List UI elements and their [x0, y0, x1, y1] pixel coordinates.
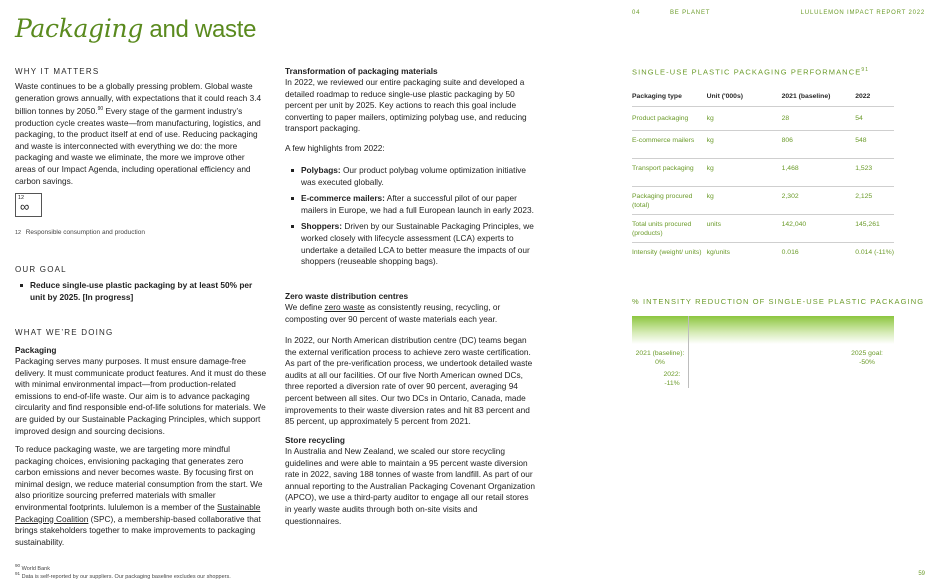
why-heading: WHY IT MATTERS — [15, 67, 100, 76]
zero-waste-heading: Zero waste distribution centres — [285, 291, 409, 301]
sdg-number: 12 — [18, 195, 25, 201]
store-recycling-heading: Store recycling — [285, 435, 345, 445]
why-text-1: Waste continues to be a globally pressing problem. Global waste generation grows annually, with expectations that it could reach 3.4 billion tonnes by 2050. — [15, 81, 262, 116]
packaging-heading: Packaging — [15, 345, 57, 355]
highlight-text: Driven by our Sustainable Packaging Principles, we worked closely with lifecycle assessment (LCA) experts to undertake a detailed LCA to better measure the impacts of our shoppers (reuseable shopping bags). — [301, 221, 534, 267]
packaging-text-b: (SPC), a membership-based collaborative that brings stakeholders together to make improvements to packaging sustainability. — [15, 513, 261, 547]
table-heading — [632, 67, 869, 77]
sdg-note-number: 12 — [15, 230, 22, 236]
table-footnote-ref: 91 — [861, 67, 870, 73]
table-cell: units — [707, 215, 782, 243]
page-number: 59 — [918, 571, 925, 577]
table-heading-text: SINGLE-USE PLASTIC PACKAGING PERFORMANCE — [632, 67, 862, 77]
packaging-paragraph-2 — [15, 444, 267, 548]
table-row — [632, 243, 894, 271]
table-cell: E-commerce mailers — [632, 131, 707, 159]
footnote-2-number: 91 — [15, 571, 21, 576]
spc-link[interactable]: Sustainable Packaging Coalition — [15, 501, 261, 524]
transform-paragraph: In 2022, we reviewed our entire packaging suite and developed a detailed roadmap to reduce single-use plastic packaging by 50 percent per unit by 2025. Key actions to reach this goal include converting to paper mailers, optimizing polybag use, and reducing transport packaging. — [285, 77, 527, 134]
label-2025-goal: 2025 goal: -50% — [851, 350, 883, 366]
table-header-row — [632, 86, 894, 107]
table-cell: 54 — [855, 107, 894, 131]
highlights-intro: A few highlights from 2022: — [285, 143, 385, 153]
table-cell: Packaging procured (total) — [632, 187, 707, 215]
table-row — [632, 187, 894, 215]
table-cell: Intensity (weight/ units) — [632, 249, 702, 256]
table-row — [632, 159, 894, 187]
footnote-1-number: 90 — [15, 563, 21, 568]
table-cell: kg — [707, 131, 782, 159]
goal-item: Reduce single-use plastic packaging by at least 50% per unit by 2025. [In progress] — [16, 280, 266, 303]
table-cell: Product packaging — [632, 107, 707, 131]
table-cell: Transport packaging — [632, 159, 707, 187]
table-row — [632, 215, 894, 243]
chapter-name: BE PLANET — [670, 10, 711, 16]
column-header: 2021 (baseline) — [782, 86, 856, 107]
table-cell: kg — [707, 187, 782, 215]
goal-list — [16, 280, 266, 303]
transform-heading: Transformation of packaging materials — [285, 66, 438, 76]
table-cell: 1,468 — [782, 159, 856, 187]
title-italic: Packaging — [15, 14, 144, 43]
table-cell: 28 — [782, 107, 856, 131]
highlight-label: E-commerce mailers: — [301, 193, 385, 204]
chapter-number: 04 — [632, 10, 641, 16]
highlights-list — [287, 165, 535, 268]
intensity-reduction-chart — [632, 316, 894, 388]
highlight-text: After a successful pilot of our paper mailers in Europe, we had a full European launch in early 2023. — [301, 193, 534, 215]
sdg-note-text: Responsible consumption and production — [25, 229, 145, 236]
highlight-label: Shoppers: — [301, 221, 343, 232]
goal-heading: OUR GOAL — [15, 265, 67, 274]
sdg-note — [15, 229, 145, 236]
highlight-polybags — [287, 165, 535, 188]
column-header: 2022 — [855, 86, 894, 107]
packaging-paragraph-1: Packaging serves many purposes. It must ensure damage-free delivery. It must communicate product features. And it must do these with minimal environmental impact—from production-related emissions to end-of-life waste. Our aim is to advance packaging circularity and find responsible end-of-life solutions for materials. We are guided by our Sustainable Packaging Principles, which support improved design and sourcing decisions. — [15, 356, 267, 436]
footnote-2 — [15, 571, 231, 580]
table-cell: kg — [707, 159, 782, 187]
zero-text-a: We define — [285, 302, 325, 312]
label-2022: 2022: -11% — [663, 371, 681, 387]
zero-waste-paragraph-1 — [285, 302, 535, 325]
why-footnote-ref: 90 — [97, 106, 104, 113]
packaging-text-a: To reduce packaging waste, we are targeting more mindful packaging choices, envisioning packaging that generates zero carbon emissions and never becomes waste. By focusing first on minimal design, we reduce material consumption from the start. We also prioritize sourcing preferred materials with smaller environmental footprints. lululemon is a member of the — [15, 444, 263, 512]
why-text-2: Every stage of the garment industry’s production cycle creates waste—from manufacturing, logistics, and packaging, to the product itself at end of use. Reducing packaging and waste is interconnected with everything we do: the more packaging and waste we eliminate, the more we improve other areas of our Impact Agenda, including operational efficiency and carbon savings. — [15, 105, 261, 186]
title-rest: and waste — [143, 16, 257, 43]
table-cell: 142,040 — [782, 215, 856, 243]
table-cell: 0.014 (-11%) — [855, 249, 894, 256]
table-cell: kg/units — [706, 249, 731, 256]
infinity-icon: ∞ — [20, 199, 30, 214]
page-title — [15, 14, 256, 44]
doing-heading: WHAT WE’RE DOING — [15, 328, 114, 337]
table-cell: 806 — [782, 131, 856, 159]
zero-waste-link[interactable]: zero waste — [324, 302, 365, 312]
zero-waste-paragraph-2: In 2022, our North American distribution centre (DC) teams began the external verification process to achieve zero waste certification. As part of the pre-verification process, we undertook detailed waste audits at all our facilities. Of our five North American owned DCs, three reported a diversion rate of over 90 percent, averaging 94 percent between all sites. Our two DCs in Ontario, Canada, made improvements to their waste diversion rates and hit 83 percent and 85 percent, up approximately 5 percent from 2021. — [285, 335, 533, 427]
footnote-2-text: Data is self-reported by our suppliers. Our packaging baseline excludes our shoppers. — [21, 573, 231, 580]
baseline-divider — [688, 316, 689, 388]
table-cell: 0.016 — [781, 249, 799, 256]
label-baseline: 2021 (baseline): 0% — [635, 350, 685, 366]
highlight-mailers — [287, 193, 535, 216]
highlight-label: Polybags: — [301, 165, 341, 175]
why-paragraph — [15, 81, 267, 187]
report-title: LULULEMON IMPACT REPORT 2022 — [800, 10, 925, 16]
column-header: Packaging type — [632, 86, 707, 107]
table-cell: 548 — [855, 131, 894, 159]
table-cell: 1,523 — [855, 159, 894, 187]
store-recycling-paragraph: In Australia and New Zealand, we scaled our store recycling guidelines and were able to maintain a 95 percent waste diversion rate in 2022, saving 188 tonnes of waste from landfill. As part of our annual reporting to the Australian Packaging Covenant Organization (APCO), we use a third-party auditor to engage all our retail stores in yearly waste audits through both on-site visits and questionnaires. — [285, 446, 535, 526]
table-cell: kg — [707, 107, 782, 131]
sdg-badge — [15, 193, 42, 217]
table-cell: 2,125 — [855, 187, 894, 215]
table-row — [632, 107, 894, 131]
zero-text-b: as consistently reusing, recycling, or composting over 90 percent of waste materials each year. — [285, 302, 501, 324]
footnote-1-text: World Bank — [21, 565, 50, 572]
column-header: Unit ('000s) — [707, 86, 782, 107]
chart-heading: % INTENSITY REDUCTION OF SINGLE-USE PLASTIC PACKAGING — [632, 297, 925, 306]
table-cell: 145,261 — [855, 215, 894, 243]
table-row — [632, 131, 894, 159]
table-cell: Total units procured (products) — [632, 215, 707, 243]
table-cell: 2,302 — [782, 187, 856, 215]
highlight-text: Our product polybag volume optimization initiative was executed globally. — [301, 165, 527, 187]
packaging-performance-table — [632, 86, 894, 271]
highlight-shoppers — [287, 221, 535, 267]
reduction-gradient-bar — [632, 316, 894, 344]
